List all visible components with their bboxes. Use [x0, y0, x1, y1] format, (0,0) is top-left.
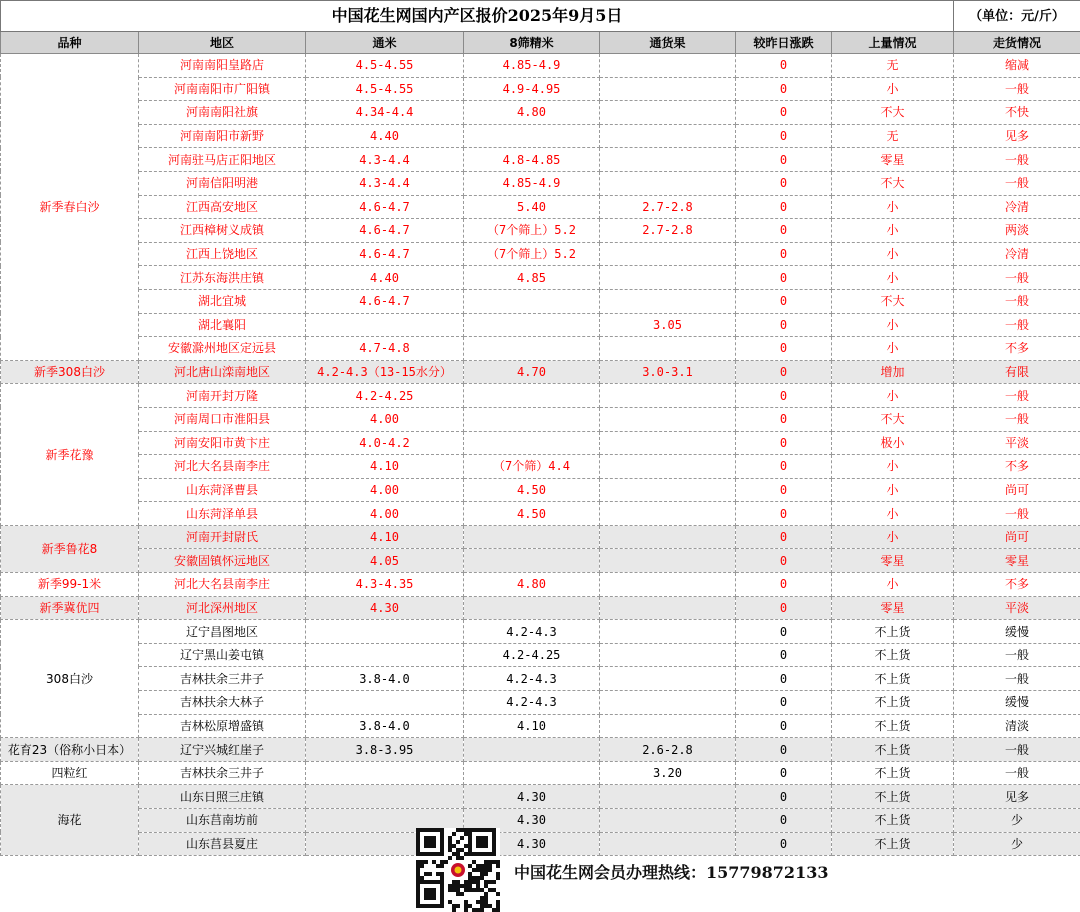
- supply-cell: 小: [832, 195, 954, 219]
- in-shell-cell: [600, 242, 736, 266]
- whole-kernel-cell: 4.5-4.55: [306, 77, 464, 101]
- supply-cell: 不上货: [832, 738, 954, 762]
- change-cell: 0: [736, 407, 832, 431]
- footer: [0, 826, 1080, 912]
- region-cell: 安徽滁州地区定远县: [139, 337, 306, 361]
- whole-kernel-cell: 4.7-4.8: [306, 337, 464, 361]
- sales-cell: 一般: [954, 148, 1080, 172]
- change-cell: 0: [736, 337, 832, 361]
- whole-kernel-cell: 4.2-4.3（13-15水分）: [306, 360, 464, 384]
- whole-kernel-cell: 4.3-4.4: [306, 171, 464, 195]
- sales-cell: 冷清: [954, 242, 1080, 266]
- sales-cell: 不多: [954, 455, 1080, 479]
- sales-cell: 一般: [954, 266, 1080, 290]
- variety-cell: 新季308白沙: [1, 360, 139, 384]
- whole-kernel-cell: [306, 620, 464, 644]
- sales-cell: 一般: [954, 77, 1080, 101]
- supply-cell: 小: [832, 77, 954, 101]
- whole-kernel-cell: [306, 785, 464, 809]
- table-row: [1, 384, 1080, 408]
- in-shell-cell: [600, 77, 736, 101]
- in-shell-cell: [600, 502, 736, 526]
- 8-sieve-cell: [464, 289, 600, 313]
- region-cell: 吉林扶余三井子: [139, 761, 306, 785]
- whole-kernel-cell: 4.40: [306, 266, 464, 290]
- variety-cell: 新季鲁花8: [1, 525, 139, 572]
- sales-cell: 缩减: [954, 54, 1080, 78]
- table-row: [1, 643, 1080, 667]
- sales-cell: 一般: [954, 171, 1080, 195]
- in-shell-cell: [600, 549, 736, 573]
- in-shell-cell: [600, 643, 736, 667]
- header-row: [1, 32, 1080, 54]
- 8-sieve-cell: （7个筛）4.4: [464, 455, 600, 479]
- change-cell: 0: [736, 266, 832, 290]
- whole-kernel-cell: 4.6-4.7: [306, 195, 464, 219]
- sales-cell: 少: [954, 809, 1080, 833]
- 8-sieve-cell: [464, 313, 600, 337]
- table-row: [1, 620, 1080, 644]
- in-shell-cell: 3.05: [600, 313, 736, 337]
- whole-kernel-cell: 4.3-4.35: [306, 573, 464, 597]
- change-cell: 0: [736, 360, 832, 384]
- 8-sieve-cell: 4.85-4.9: [464, 54, 600, 78]
- sales-cell: 一般: [954, 313, 1080, 337]
- in-shell-cell: 3.0-3.1: [600, 360, 736, 384]
- in-shell-cell: [600, 54, 736, 78]
- member-hotline: 中国花生网会员办理热线：15779872133: [514, 863, 829, 882]
- sales-cell: 缓慢: [954, 620, 1080, 644]
- 8-sieve-cell: 4.2-4.3: [464, 691, 600, 715]
- change-cell: 0: [736, 384, 832, 408]
- change-cell: 0: [736, 785, 832, 809]
- sales-cell: 有限: [954, 360, 1080, 384]
- supply-cell: 不上货: [832, 620, 954, 644]
- variety-cell: 花育23（俗称小日本）: [1, 738, 139, 762]
- table-row: [1, 313, 1080, 337]
- region-cell: 河南信阳明港: [139, 171, 306, 195]
- change-cell: 0: [736, 620, 832, 644]
- page-title-text: 中国花生网国内产区报价2025年9月5日: [331, 6, 623, 25]
- supply-cell: 小: [832, 525, 954, 549]
- supply-cell: 小: [832, 242, 954, 266]
- sales-cell: 冷清: [954, 195, 1080, 219]
- in-shell-cell: [600, 785, 736, 809]
- 8-sieve-cell: （7个筛上）5.2: [464, 242, 600, 266]
- in-shell-cell: [600, 431, 736, 455]
- region-cell: 河南周口市淮阳县: [139, 407, 306, 431]
- table-row: [1, 667, 1080, 691]
- table-row: [1, 714, 1080, 738]
- supply-cell: 小: [832, 337, 954, 361]
- in-shell-cell: [600, 407, 736, 431]
- change-cell: 0: [736, 738, 832, 762]
- supply-cell: 小: [832, 384, 954, 408]
- change-cell: 0: [736, 313, 832, 337]
- 8-sieve-cell: 4.30: [464, 809, 600, 833]
- whole-kernel-cell: 4.30: [306, 596, 464, 620]
- region-cell: 河南驻马店正阳地区: [139, 148, 306, 172]
- whole-kernel-cell: 4.40: [306, 124, 464, 148]
- whole-kernel-cell: 4.5-4.55: [306, 54, 464, 78]
- in-shell-cell: [600, 620, 736, 644]
- change-cell: 0: [736, 667, 832, 691]
- in-shell-cell: [600, 714, 736, 738]
- table-row: [1, 124, 1080, 148]
- 8-sieve-cell: 4.30: [464, 785, 600, 809]
- sales-cell: 平淡: [954, 596, 1080, 620]
- supply-cell: 小: [832, 266, 954, 290]
- in-shell-cell: 2.7-2.8: [600, 195, 736, 219]
- sales-cell: 尚可: [954, 478, 1080, 502]
- supply-cell: 不上货: [832, 785, 954, 809]
- qr-code-icon: [416, 828, 500, 912]
- in-shell-cell: [600, 525, 736, 549]
- sales-cell: 两淡: [954, 219, 1080, 243]
- change-cell: 0: [736, 195, 832, 219]
- in-shell-cell: [600, 691, 736, 715]
- sales-cell: 一般: [954, 289, 1080, 313]
- change-cell: 0: [736, 714, 832, 738]
- supply-cell: 零星: [832, 148, 954, 172]
- whole-kernel-cell: 4.05: [306, 549, 464, 573]
- supply-cell: 小: [832, 313, 954, 337]
- in-shell-cell: [600, 455, 736, 479]
- header-8-sieve: 8筛精米: [464, 32, 600, 54]
- sales-cell: 不多: [954, 337, 1080, 361]
- whole-kernel-cell: 4.6-4.7: [306, 219, 464, 243]
- header-sales: 走货情况: [954, 32, 1080, 54]
- in-shell-cell: [600, 384, 736, 408]
- change-cell: 0: [736, 809, 832, 833]
- region-cell: 湖北宜城: [139, 289, 306, 313]
- whole-kernel-cell: 4.00: [306, 407, 464, 431]
- table-row: [1, 691, 1080, 715]
- change-cell: 0: [736, 832, 832, 856]
- table-row: [1, 77, 1080, 101]
- supply-cell: 增加: [832, 360, 954, 384]
- table-row: [1, 171, 1080, 195]
- table-row: [1, 431, 1080, 455]
- sales-cell: 一般: [954, 761, 1080, 785]
- change-cell: 0: [736, 596, 832, 620]
- change-cell: 0: [736, 502, 832, 526]
- supply-cell: 极小: [832, 431, 954, 455]
- table-row: [1, 289, 1080, 313]
- region-cell: 湖北襄阳: [139, 313, 306, 337]
- whole-kernel-cell: 4.6-4.7: [306, 289, 464, 313]
- variety-cell: 新季春白沙: [1, 54, 139, 361]
- whole-kernel-cell: 4.00: [306, 478, 464, 502]
- table-row: [1, 242, 1080, 266]
- 8-sieve-cell: 4.9-4.95: [464, 77, 600, 101]
- 8-sieve-cell: 4.80: [464, 573, 600, 597]
- region-cell: 河南开封尉氏: [139, 525, 306, 549]
- sales-cell: 一般: [954, 667, 1080, 691]
- in-shell-cell: [600, 148, 736, 172]
- region-cell: 河北唐山滦南地区: [139, 360, 306, 384]
- change-cell: 0: [736, 643, 832, 667]
- header-region: 地区: [139, 32, 306, 54]
- in-shell-cell: [600, 101, 736, 125]
- table-row: [1, 54, 1080, 78]
- header-change: 较昨日涨跌: [736, 32, 832, 54]
- change-cell: 0: [736, 691, 832, 715]
- region-cell: 江西高安地区: [139, 195, 306, 219]
- region-cell: 河北大名县南李庄: [139, 573, 306, 597]
- header-variety: 品种: [1, 32, 139, 54]
- supply-cell: 小: [832, 455, 954, 479]
- 8-sieve-cell: [464, 407, 600, 431]
- supply-cell: 不上货: [832, 809, 954, 833]
- supply-cell: 不上货: [832, 761, 954, 785]
- variety-cell: 海花: [1, 785, 139, 856]
- supply-cell: 不上货: [832, 667, 954, 691]
- sales-cell: 见多: [954, 124, 1080, 148]
- table-body: [1, 1, 1080, 856]
- header-whole-kernel: 通米: [306, 32, 464, 54]
- sales-cell: 少: [954, 832, 1080, 856]
- change-cell: 0: [736, 171, 832, 195]
- unit-label: （单位：元/斤）: [969, 8, 1065, 24]
- 8-sieve-cell: 4.80: [464, 101, 600, 125]
- in-shell-cell: 2.7-2.8: [600, 219, 736, 243]
- change-cell: 0: [736, 289, 832, 313]
- change-cell: 0: [736, 54, 832, 78]
- whole-kernel-cell: 4.34-4.4: [306, 101, 464, 125]
- variety-cell: 308白沙: [1, 620, 139, 738]
- 8-sieve-cell: 4.2-4.25: [464, 643, 600, 667]
- region-cell: 河南南阳社旗: [139, 101, 306, 125]
- region-cell: 山东菏泽曹县: [139, 478, 306, 502]
- sales-cell: 清淡: [954, 714, 1080, 738]
- 8-sieve-cell: 4.85-4.9: [464, 171, 600, 195]
- 8-sieve-cell: [464, 431, 600, 455]
- change-cell: 0: [736, 478, 832, 502]
- 8-sieve-cell: [464, 761, 600, 785]
- 8-sieve-cell: 4.2-4.3: [464, 667, 600, 691]
- 8-sieve-cell: （7个筛上）5.2: [464, 219, 600, 243]
- table-row: [1, 761, 1080, 785]
- in-shell-cell: 2.6-2.8: [600, 738, 736, 762]
- variety-cell: 新季花豫: [1, 384, 139, 526]
- supply-cell: 不大: [832, 101, 954, 125]
- supply-cell: 零星: [832, 549, 954, 573]
- table-row: [1, 785, 1080, 809]
- table-row: [1, 219, 1080, 243]
- table-row: [1, 549, 1080, 573]
- region-cell: 江西樟树义成镇: [139, 219, 306, 243]
- in-shell-cell: [600, 289, 736, 313]
- region-cell: 河南安阳市黄卞庄: [139, 431, 306, 455]
- table-row: [1, 337, 1080, 361]
- change-cell: 0: [736, 148, 832, 172]
- supply-cell: 小: [832, 219, 954, 243]
- header-in-shell: 通货果: [600, 32, 736, 54]
- whole-kernel-cell: [306, 643, 464, 667]
- in-shell-cell: [600, 667, 736, 691]
- 8-sieve-cell: 4.2-4.3: [464, 620, 600, 644]
- 8-sieve-cell: [464, 525, 600, 549]
- region-cell: 山东日照三庄镇: [139, 785, 306, 809]
- title-row: [1, 1, 1080, 32]
- region-cell: 河南南阳市新野: [139, 124, 306, 148]
- in-shell-cell: [600, 573, 736, 597]
- supply-cell: 小: [832, 502, 954, 526]
- supply-cell: 不上货: [832, 714, 954, 738]
- supply-cell: 不上货: [832, 643, 954, 667]
- variety-cell: 新季99-1米: [1, 573, 139, 597]
- supply-cell: 零星: [832, 596, 954, 620]
- whole-kernel-cell: [306, 761, 464, 785]
- sales-cell: 见多: [954, 785, 1080, 809]
- region-cell: 山东菏泽单县: [139, 502, 306, 526]
- 8-sieve-cell: [464, 596, 600, 620]
- 8-sieve-cell: [464, 124, 600, 148]
- change-cell: 0: [736, 77, 832, 101]
- sales-cell: 一般: [954, 643, 1080, 667]
- 8-sieve-cell: 4.85: [464, 266, 600, 290]
- region-cell: 江苏东海洪庄镇: [139, 266, 306, 290]
- region-cell: 辽宁兴城红崖子: [139, 738, 306, 762]
- change-cell: 0: [736, 431, 832, 455]
- table-row: [1, 525, 1080, 549]
- table-row: [1, 360, 1080, 384]
- supply-cell: 小: [832, 478, 954, 502]
- sales-cell: 不快: [954, 101, 1080, 125]
- 8-sieve-cell: [464, 384, 600, 408]
- region-cell: 吉林扶余三井子: [139, 667, 306, 691]
- supply-cell: 不上货: [832, 832, 954, 856]
- region-cell: 山东莒县夏庄: [139, 832, 306, 856]
- table-row: [1, 502, 1080, 526]
- change-cell: 0: [736, 219, 832, 243]
- variety-cell: 四粒红: [1, 761, 139, 785]
- supply-cell: 不上货: [832, 691, 954, 715]
- region-cell: 辽宁黑山姜屯镇: [139, 643, 306, 667]
- table-row: [1, 266, 1080, 290]
- in-shell-cell: [600, 266, 736, 290]
- table-row: [1, 478, 1080, 502]
- whole-kernel-cell: 4.0-4.2: [306, 431, 464, 455]
- sales-cell: 一般: [954, 407, 1080, 431]
- in-shell-cell: [600, 596, 736, 620]
- 8-sieve-cell: 4.8-4.85: [464, 148, 600, 172]
- 8-sieve-cell: [464, 337, 600, 361]
- variety-cell: 新季冀优四: [1, 596, 139, 620]
- table-row: [1, 455, 1080, 479]
- region-cell: 河北深州地区: [139, 596, 306, 620]
- whole-kernel-cell: [306, 691, 464, 715]
- sales-cell: 一般: [954, 738, 1080, 762]
- 8-sieve-cell: 4.50: [464, 502, 600, 526]
- region-cell: 辽宁昌图地区: [139, 620, 306, 644]
- sales-cell: 缓慢: [954, 691, 1080, 715]
- 8-sieve-cell: 4.50: [464, 478, 600, 502]
- change-cell: 0: [736, 242, 832, 266]
- sales-cell: 一般: [954, 384, 1080, 408]
- region-cell: 河南南阳皇路店: [139, 54, 306, 78]
- region-cell: 安徽固镇怀远地区: [139, 549, 306, 573]
- sales-cell: 平淡: [954, 431, 1080, 455]
- supply-cell: 无: [832, 124, 954, 148]
- in-shell-cell: 3.20: [600, 761, 736, 785]
- whole-kernel-cell: 4.6-4.7: [306, 242, 464, 266]
- change-cell: 0: [736, 525, 832, 549]
- 8-sieve-cell: 4.30: [464, 832, 600, 856]
- supply-cell: 小: [832, 573, 954, 597]
- change-cell: 0: [736, 101, 832, 125]
- unit-cell: [954, 1, 1080, 32]
- table-row: [1, 596, 1080, 620]
- region-cell: 吉林松原增盛镇: [139, 714, 306, 738]
- region-cell: 河南开封万隆: [139, 384, 306, 408]
- table-row: [1, 148, 1080, 172]
- table-row: [1, 573, 1080, 597]
- in-shell-cell: [600, 124, 736, 148]
- supply-cell: 不大: [832, 407, 954, 431]
- region-cell: 河北大名县南李庄: [139, 455, 306, 479]
- region-cell: 江西上饶地区: [139, 242, 306, 266]
- region-cell: 河南南阳市广阳镇: [139, 77, 306, 101]
- whole-kernel-cell: 3.8-3.95: [306, 738, 464, 762]
- whole-kernel-cell: 3.8-4.0: [306, 714, 464, 738]
- in-shell-cell: [600, 337, 736, 361]
- in-shell-cell: [600, 478, 736, 502]
- 8-sieve-cell: [464, 549, 600, 573]
- table-row: [1, 195, 1080, 219]
- 8-sieve-cell: [464, 738, 600, 762]
- sales-cell: 一般: [954, 502, 1080, 526]
- change-cell: 0: [736, 455, 832, 479]
- whole-kernel-cell: 4.3-4.4: [306, 148, 464, 172]
- whole-kernel-cell: 4.10: [306, 455, 464, 479]
- sales-cell: 不多: [954, 573, 1080, 597]
- page-title: [1, 1, 954, 32]
- sales-cell: 零星: [954, 549, 1080, 573]
- whole-kernel-cell: 4.2-4.25: [306, 384, 464, 408]
- change-cell: 0: [736, 573, 832, 597]
- in-shell-cell: [600, 171, 736, 195]
- whole-kernel-cell: 3.8-4.0: [306, 667, 464, 691]
- 8-sieve-cell: 4.70: [464, 360, 600, 384]
- sales-cell: 尚可: [954, 525, 1080, 549]
- supply-cell: 不大: [832, 171, 954, 195]
- change-cell: 0: [736, 124, 832, 148]
- whole-kernel-cell: 4.10: [306, 525, 464, 549]
- supply-cell: 不大: [832, 289, 954, 313]
- change-cell: 0: [736, 761, 832, 785]
- whole-kernel-cell: 4.00: [306, 502, 464, 526]
- header-supply: 上量情况: [832, 32, 954, 54]
- table-row: [1, 407, 1080, 431]
- 8-sieve-cell: 4.10: [464, 714, 600, 738]
- table-row: [1, 738, 1080, 762]
- supply-cell: 无: [832, 54, 954, 78]
- region-cell: 山东莒南坊前: [139, 809, 306, 833]
- change-cell: 0: [736, 549, 832, 573]
- table-row: [1, 101, 1080, 125]
- 8-sieve-cell: 5.40: [464, 195, 600, 219]
- whole-kernel-cell: [306, 313, 464, 337]
- region-cell: 吉林扶余大林子: [139, 691, 306, 715]
